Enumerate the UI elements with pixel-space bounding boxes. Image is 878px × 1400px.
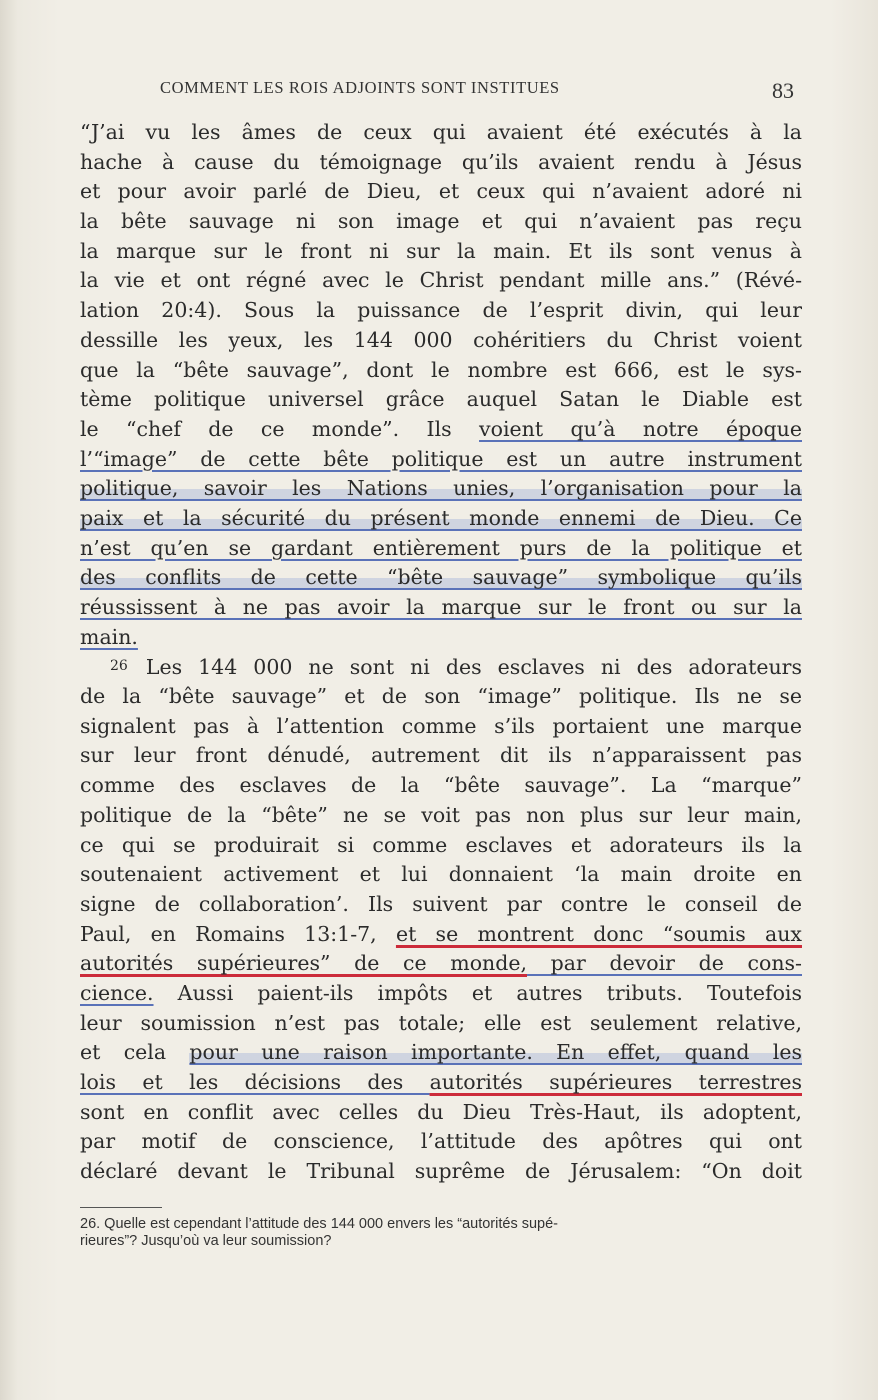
text-line: que la “bête sauvage”, dont le nombre est 666, est le sys-	[80, 357, 802, 382]
underlined-text: l’“image” de cette bête politique est un autre instrument	[80, 446, 802, 471]
underlined-text: lois et les décisions des	[80, 1070, 430, 1094]
underlined-text: autorités supérieures” de ce monde,	[80, 951, 528, 976]
underlined-text: réussissent à ne pas avoir la marque sur le front ou sur la	[80, 595, 802, 619]
text-line	[80, 445, 802, 475]
text-line: de la “bête sauvage” et de son “image” politique. Ils ne se	[80, 684, 802, 709]
underlined-text: main.	[80, 624, 138, 649]
text-line: la bête sauvage ni son image et qui n’avaient pas reçu	[80, 209, 802, 234]
text-segment: et cela	[80, 1040, 190, 1065]
text-line	[80, 563, 802, 593]
underlined-text: voient qu’à notre époque	[479, 416, 802, 441]
text-line	[80, 623, 802, 653]
text-line: leur soumission n’est pas totale; elle est seulement relative,	[80, 1010, 802, 1035]
text-line	[80, 1038, 802, 1068]
text-line	[80, 920, 802, 950]
text-line: comme des esclaves de la “bête sauvage”. La “marque”	[80, 773, 802, 798]
text-line: sur leur front dénudé, autrement dit ils n’apparaissent pas	[80, 743, 802, 768]
text-segment: Les 144 000 ne sont ni des esclaves ni des adorateurs	[145, 655, 802, 680]
text-line	[80, 949, 802, 979]
underlined-text: politique, savoir les Nations unies, l’organisation pour la	[80, 476, 802, 501]
footnote-divider	[80, 1207, 162, 1208]
text-segment: le “chef de ce monde”. Ils	[80, 416, 480, 441]
text-line: soutenaient activement et lui donnaient ‘la main droite en	[80, 862, 802, 887]
text-line	[80, 593, 802, 623]
text-line: déclaré devant le Tribunal suprême de Jérusalem: “On doit	[80, 1159, 802, 1184]
page-number: 83	[772, 78, 794, 103]
text-line	[80, 415, 802, 445]
underlined-text: n’est qu’en se gardant entièrement purs de la politique et	[80, 535, 802, 560]
text-line	[80, 474, 802, 504]
underlined-text: et se montrent donc “soumis aux	[395, 921, 802, 946]
body-text	[80, 118, 802, 1187]
text-line: ce qui se produirait si comme esclaves et adorateurs ils la	[80, 832, 802, 857]
text-line: et pour avoir parlé de Dieu, et ceux qui n’avaient adoré ni	[80, 179, 802, 204]
text-line: politique de la “bête” ne se voit pas non plus sur leur main,	[80, 802, 802, 827]
text-line: la marque sur le front ni sur la main. Et ils sont venus à	[80, 238, 802, 263]
text-line	[80, 1068, 802, 1098]
text-segment: Paul, en Romains 13:1-7,	[80, 921, 396, 946]
text-line: dessille les yeux, les 144 000 cohéritiers du Christ voient	[80, 327, 802, 352]
text-line: “J’ai vu les âmes de ceux qui avaient été exécutés à la	[80, 120, 802, 144]
underlined-text: paix et la sécurité du présent monde ennemi de Dieu. Ce	[80, 505, 802, 530]
text-line: lation 20:4). Sous la puissance de l’esprit divin, qui leur	[80, 298, 802, 323]
text-line: tème politique universel grâce auquel Satan le Diable est	[80, 387, 802, 412]
text-line	[80, 652, 802, 682]
text-line: par motif de conscience, l’attitude des apôtres qui ont	[80, 1129, 802, 1154]
text-line: signe de collaboration’. Ils suivent par contre le conseil de	[80, 891, 802, 916]
text-line	[80, 534, 802, 564]
underlined-text: pour une raison importante. En effet, quand les	[189, 1040, 802, 1065]
underlined-text: autorités supérieures terrestres	[429, 1070, 802, 1094]
text-line: la vie et ont régné avec le Christ pendant mille ans.” (Révé-	[80, 268, 802, 293]
underlined-text: par devoir de cons-	[527, 951, 802, 976]
footnote	[80, 1216, 804, 1250]
text-line: signalent pas à l’attention comme s’ils portaient une marque	[80, 713, 802, 738]
paragraph-number: 26	[110, 658, 128, 675]
text-segment: Aussi paient-ils impôts et autres tributs. Toutefois	[153, 980, 802, 1005]
footnote-line: rieures”? Jusqu’où va leur soumission?	[80, 1233, 332, 1249]
underlined-text: cience.	[80, 980, 154, 1005]
text-line	[80, 979, 802, 1009]
running-head: COMMENT LES ROIS ADJOINTS SONT INSTITUES	[160, 78, 560, 97]
underlined-text: des conflits de cette “bête sauvage” symbolique qu’ils	[80, 565, 802, 590]
text-line: sont en conflit avec celles du Dieu Très-Haut, ils adoptent,	[80, 1099, 802, 1124]
text-line: hache à cause du témoignage qu’ils avaient rendu à Jésus	[80, 149, 802, 174]
footnote-line: 26. Quelle est cependant l’attitude des 144 000 envers les “autorités supé-	[80, 1216, 558, 1232]
text-line	[80, 504, 802, 534]
